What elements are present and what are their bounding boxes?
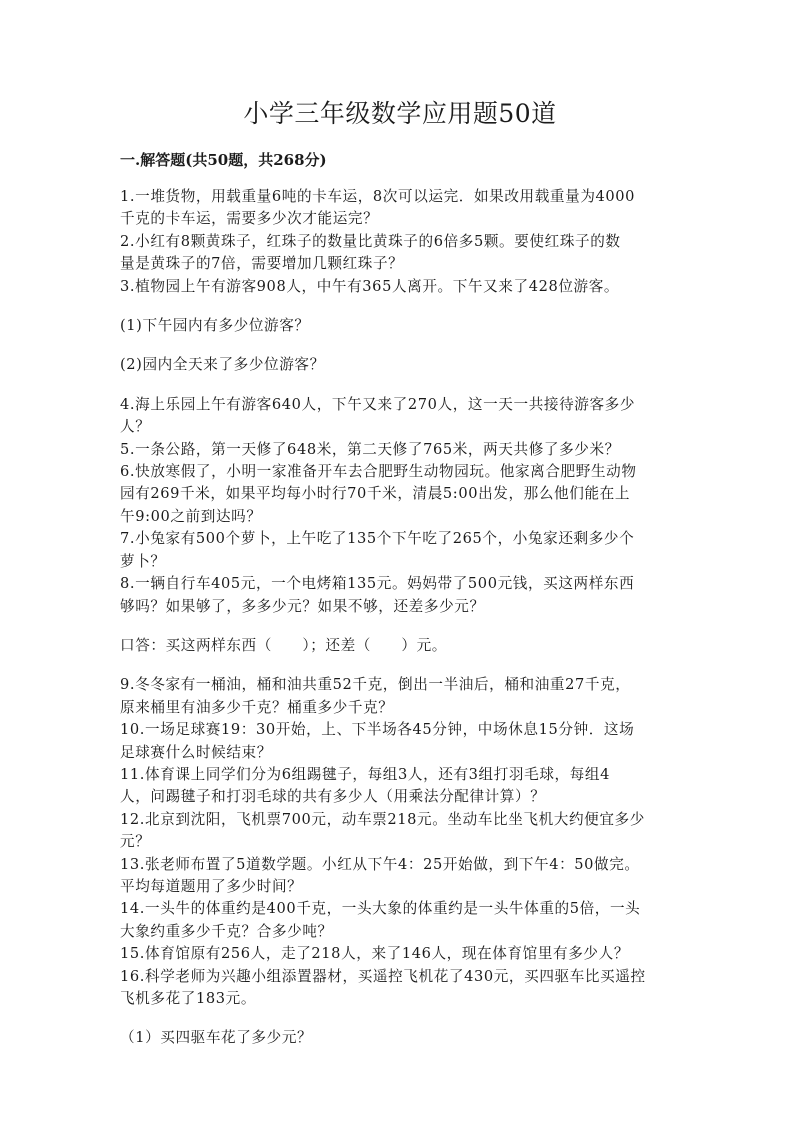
- question-line: 1.一堆货物，用载重量6吨的卡车运，8次可以运完．如果改用载重量为4000: [120, 188, 636, 205]
- question-line: 3.植物园上午有游客908人，中午有365人离开。下午又来了428位游客。: [120, 277, 620, 295]
- question-line: 平均每道题用了多少时间？: [120, 877, 303, 895]
- question-line: 12.北京到沈阳，飞机票700元，动车票218元。坐动车比坐飞机大约便宜多少: [120, 810, 645, 828]
- question-line: 14.一头牛的体重约是400千克，一头大象的体重约是一头牛体重的5倍，一头: [120, 900, 641, 918]
- blank-spacer: [120, 618, 690, 635]
- question-line: 6.快放寒假了，小明一家准备开车去合肥野生动物园玩。他家离合肥野生动物: [120, 463, 637, 481]
- page-title: 小学三年级数学应用题50道: [243, 99, 557, 128]
- question-line: 人，问踢毽子和打羽毛球的共有多少人（用乘法分配律计算）？: [120, 788, 546, 806]
- question-line: 13.张老师布置了5道数学题。小红从下午4：25开始做，到下午4：50做完。: [120, 855, 640, 873]
- blank-spacer: [120, 298, 690, 315]
- question-line: 9.冬冬家有一桶油，桶和油共重52千克，倒出一半油后，桶和油重27千克，: [120, 676, 631, 694]
- question-line: 2.小红有8颗黄珠子，红珠子的数量比黄珠子的6倍多5颗。要使红珠子的数: [120, 232, 621, 250]
- question-line: 园有269千米，如果平均每小时行70千米，清晨5:00出发，那么他们能在上: [120, 485, 631, 503]
- blank-spacer: [120, 377, 690, 394]
- blank-spacer: [120, 337, 690, 354]
- question-line: 8.一辆自行车405元，一个电烤箱135元。妈妈带了500元钱，买这两样东西: [120, 575, 635, 593]
- question-line: （1）买四驱车花了多少元？: [120, 1029, 313, 1047]
- question-line: 口答：买这两样东西（ ）；还差（ ）元。: [120, 636, 447, 654]
- question-line: 元？: [120, 833, 151, 851]
- question-list: [120, 186, 690, 1050]
- question-line: 飞机多花了183元。: [120, 990, 257, 1007]
- question-line: (1)下午园内有多少位游客？: [120, 317, 310, 335]
- blank-spacer: [120, 657, 690, 674]
- question-line: 午9:00之前到达吗？: [120, 507, 262, 525]
- question-line: (2)园内全天来了多少位游客？: [120, 356, 325, 374]
- blank-spacer: [120, 1010, 690, 1027]
- question-line: 11.体育课上同学们分为6组踢毽子，每组3人，还有3组打羽毛球，每组4: [120, 765, 610, 783]
- question-line: 7.小兔家有500个萝卜，上午吃了135个下午吃了265个，小兔家还剩多少个: [120, 530, 635, 548]
- question-line: 10.一场足球赛19：30开始，上、下半场各45分钟，中场休息15分钟．这场: [120, 721, 635, 739]
- question-line: 萝卜？: [120, 552, 166, 570]
- question-line: 15.体育馆原有256人，走了218人，来了146人，现在体育馆里有多少人？: [120, 945, 630, 963]
- question-line: 原来桶里有油多少千克？桶重多少千克？: [120, 698, 394, 716]
- question-line: 人？: [120, 418, 151, 436]
- section-heading: 一.解答题(共50题，共268分): [120, 151, 327, 169]
- question-line: 量是黄珠子的7倍，需要增加几颗红珠子？: [120, 255, 404, 273]
- question-line: 足球赛什么时候结束？: [120, 743, 272, 761]
- question-line: 够吗？如果够了，多多少元？如果不够，还差多少元？: [120, 597, 485, 615]
- question-line: 大象约重多少千克？合多少吨？: [120, 922, 333, 940]
- question-line: 千克的卡车运，需要多少次才能运完？: [120, 210, 379, 228]
- question-line: 16.科学老师为兴趣小组添置器材，买遥控飞机花了430元，买四驱车比买遥控: [120, 967, 646, 985]
- question-line: 5.一条公路，第一天修了648米，第二天修了765米，两天共修了多少米？: [120, 440, 620, 458]
- question-line: 4.海上乐园上午有游客640人，下午又来了270人，这一天一共接待游客多少: [120, 395, 636, 413]
